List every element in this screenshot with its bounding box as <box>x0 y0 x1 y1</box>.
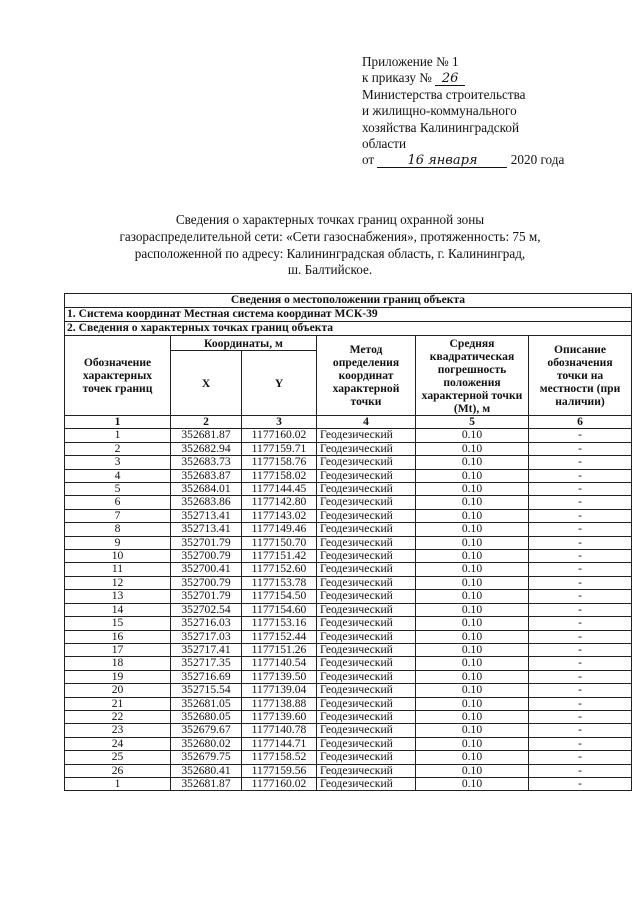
ministry-line-2: и жилищно-коммунального <box>362 103 517 119</box>
boundary-points-table <box>64 293 632 791</box>
cell-y: 1177143.02 <box>242 509 317 522</box>
cell-description: - <box>529 617 632 630</box>
order-prefix: к приказу № <box>362 70 432 86</box>
cell-y: 1177158.52 <box>242 751 317 764</box>
column-number: 5 <box>416 416 529 429</box>
cell-description: - <box>529 523 632 536</box>
cell-y: 1177154.50 <box>242 590 317 603</box>
cell-point: 23 <box>65 724 171 737</box>
cell-error: 0.10 <box>416 603 529 616</box>
cell-point: 5 <box>65 483 171 496</box>
cell-description: - <box>529 456 632 469</box>
cell-error: 0.10 <box>416 576 529 589</box>
cell-x: 352715.54 <box>171 684 242 697</box>
column-number: 3 <box>242 416 317 429</box>
table-row <box>65 590 632 603</box>
cell-error: 0.10 <box>416 536 529 549</box>
cell-error: 0.10 <box>416 710 529 723</box>
cell-description: - <box>529 483 632 496</box>
cell-y: 1177159.56 <box>242 764 317 777</box>
appendix-block <box>362 54 632 169</box>
cell-point: 24 <box>65 737 171 750</box>
cell-point: 6 <box>65 496 171 509</box>
table-row <box>65 630 632 643</box>
table-row <box>65 670 632 683</box>
cell-point: 3 <box>65 456 171 469</box>
cell-method: Геодезический <box>317 657 416 670</box>
order-line <box>362 70 632 86</box>
date-year: 2020 года <box>510 152 565 168</box>
cell-x: 352681.05 <box>171 697 242 710</box>
cell-error: 0.10 <box>416 483 529 496</box>
cell-x: 352700.41 <box>171 563 242 576</box>
table-row <box>65 550 632 563</box>
cell-method: Геодезический <box>317 737 416 750</box>
cell-y: 1177154.60 <box>242 603 317 616</box>
table-row <box>65 563 632 576</box>
cell-method: Геодезический <box>317 630 416 643</box>
cell-method: Геодезический <box>317 536 416 549</box>
cell-description: - <box>529 496 632 509</box>
table-row <box>65 737 632 750</box>
column-numbers-row <box>65 416 632 429</box>
cell-y: 1177149.46 <box>242 523 317 536</box>
cell-y: 1177138.88 <box>242 697 317 710</box>
header-y: Y <box>242 351 317 416</box>
table-row <box>65 576 632 589</box>
cell-method: Геодезический <box>317 751 416 764</box>
table-row <box>65 684 632 697</box>
header-x: X <box>171 351 242 416</box>
cell-method: Геодезический <box>317 603 416 616</box>
cell-y: 1177150.70 <box>242 536 317 549</box>
cell-y: 1177140.54 <box>242 657 317 670</box>
cell-x: 352717.35 <box>171 657 242 670</box>
cell-method: Геодезический <box>317 697 416 710</box>
cell-point: 20 <box>65 684 171 697</box>
header-point: Обозначение характерных точек границ <box>65 336 171 416</box>
cell-method: Геодезический <box>317 563 416 576</box>
cell-point: 1 <box>65 777 171 790</box>
table-row <box>65 764 632 777</box>
cell-description: - <box>529 429 632 442</box>
cell-x: 352682.94 <box>171 442 242 455</box>
cell-description: - <box>529 710 632 723</box>
cell-description: - <box>529 724 632 737</box>
cell-x: 352702.54 <box>171 603 242 616</box>
cell-error: 0.10 <box>416 630 529 643</box>
cell-point: 4 <box>65 469 171 482</box>
cell-point: 25 <box>65 751 171 764</box>
cell-x: 352717.41 <box>171 643 242 656</box>
cell-y: 1177144.71 <box>242 737 317 750</box>
cell-method: Геодезический <box>317 590 416 603</box>
cell-error: 0.10 <box>416 643 529 656</box>
header-coordinates: Координаты, м <box>171 336 317 351</box>
cell-point: 11 <box>65 563 171 576</box>
cell-y: 1177139.04 <box>242 684 317 697</box>
cell-error: 0.10 <box>416 617 529 630</box>
header-error: Средняя квадратическая погрешность положения характерной точки (Мt), м <box>416 336 529 416</box>
cell-method: Геодезический <box>317 764 416 777</box>
appendix-title: Приложение № 1 <box>362 54 459 69</box>
cell-method: Геодезический <box>317 724 416 737</box>
title-line-3: расположенной по адресу: Калининградская область, г. Калининград, <box>134 245 526 261</box>
cell-method: Геодезический <box>317 469 416 482</box>
table-row <box>65 536 632 549</box>
table-row <box>65 710 632 723</box>
cell-description: - <box>529 563 632 576</box>
cell-error: 0.10 <box>416 724 529 737</box>
cell-error: 0.10 <box>416 429 529 442</box>
cell-y: 1177158.76 <box>242 456 317 469</box>
cell-method: Геодезический <box>317 617 416 630</box>
cell-x: 352700.79 <box>171 576 242 589</box>
cell-point: 19 <box>65 670 171 683</box>
table-row <box>65 442 632 455</box>
cell-point: 12 <box>65 576 171 589</box>
cell-y: 1177139.60 <box>242 710 317 723</box>
cell-error: 0.10 <box>416 469 529 482</box>
cell-method: Геодезический <box>317 523 416 536</box>
cell-method: Геодезический <box>317 442 416 455</box>
cell-method: Геодезический <box>317 483 416 496</box>
table-row <box>65 469 632 482</box>
column-number: 4 <box>317 416 416 429</box>
cell-point: 8 <box>65 523 171 536</box>
cell-description: - <box>529 442 632 455</box>
table-row <box>65 509 632 522</box>
cell-description: - <box>529 550 632 563</box>
date-prefix: от <box>362 152 375 168</box>
cell-x: 352701.79 <box>171 590 242 603</box>
cell-y: 1177151.42 <box>242 550 317 563</box>
ministry-line-1: Министерства строительства <box>362 86 526 102</box>
cell-x: 352701.79 <box>171 536 242 549</box>
cell-error: 0.10 <box>416 442 529 455</box>
cell-method: Геодезический <box>317 550 416 563</box>
cell-description: - <box>529 590 632 603</box>
cell-method: Геодезический <box>317 429 416 442</box>
date-handwritten: 16 января <box>377 154 507 168</box>
cell-error: 0.10 <box>416 670 529 683</box>
cell-x: 352683.87 <box>171 469 242 482</box>
table-row <box>65 483 632 496</box>
cell-description: - <box>529 751 632 764</box>
cell-error: 0.10 <box>416 550 529 563</box>
cell-x: 352713.41 <box>171 523 242 536</box>
table-row <box>65 603 632 616</box>
column-number: 6 <box>529 416 632 429</box>
cell-description: - <box>529 777 632 790</box>
cell-point: 13 <box>65 590 171 603</box>
cell-error: 0.10 <box>416 751 529 764</box>
table-row <box>65 697 632 710</box>
cell-point: 21 <box>65 697 171 710</box>
cell-y: 1177140.78 <box>242 724 317 737</box>
table-caption: Сведения о местоположении границ объекта <box>65 294 632 308</box>
cell-x: 352683.73 <box>171 456 242 469</box>
cell-y: 1177152.60 <box>242 563 317 576</box>
cell-x: 352680.05 <box>171 710 242 723</box>
cell-x: 352680.02 <box>171 737 242 750</box>
cell-point: 18 <box>65 657 171 670</box>
cell-x: 352679.75 <box>171 751 242 764</box>
cell-point: 26 <box>65 764 171 777</box>
cell-point: 7 <box>65 509 171 522</box>
cell-point: 2 <box>65 442 171 455</box>
section-coordinate-system: 1. Система координат Местная система координат МСК-39 <box>65 308 632 322</box>
table-row <box>65 429 632 442</box>
cell-error: 0.10 <box>416 697 529 710</box>
cell-y: 1177159.71 <box>242 442 317 455</box>
cell-x: 352717.03 <box>171 630 242 643</box>
table-row <box>65 724 632 737</box>
cell-y: 1177160.02 <box>242 777 317 790</box>
cell-point: 15 <box>65 617 171 630</box>
ministry-line-4: области <box>362 136 407 152</box>
cell-point: 1 <box>65 429 171 442</box>
cell-method: Геодезический <box>317 576 416 589</box>
column-number: 2 <box>171 416 242 429</box>
cell-error: 0.10 <box>416 509 529 522</box>
cell-x: 352716.03 <box>171 617 242 630</box>
cell-description: - <box>529 536 632 549</box>
cell-description: - <box>529 630 632 643</box>
cell-point: 16 <box>65 630 171 643</box>
document-title <box>60 212 600 279</box>
cell-y: 1177153.78 <box>242 576 317 589</box>
cell-error: 0.10 <box>416 523 529 536</box>
cell-y: 1177144.45 <box>242 483 317 496</box>
cell-x: 352679.67 <box>171 724 242 737</box>
cell-method: Геодезический <box>317 643 416 656</box>
table-row <box>65 643 632 656</box>
cell-method: Геодезический <box>317 509 416 522</box>
cell-error: 0.10 <box>416 684 529 697</box>
table-row <box>65 496 632 509</box>
cell-description: - <box>529 764 632 777</box>
cell-x: 352684.01 <box>171 483 242 496</box>
table-row <box>65 456 632 469</box>
cell-description: - <box>529 509 632 522</box>
cell-y: 1177142.80 <box>242 496 317 509</box>
cell-description: - <box>529 670 632 683</box>
header-description: Описание обозначения точки на местности (при наличии) <box>529 336 632 416</box>
cell-error: 0.10 <box>416 737 529 750</box>
cell-point: 14 <box>65 603 171 616</box>
cell-y: 1177151.26 <box>242 643 317 656</box>
cell-x: 352716.69 <box>171 670 242 683</box>
cell-error: 0.10 <box>416 456 529 469</box>
cell-point: 10 <box>65 550 171 563</box>
cell-y: 1177152.44 <box>242 630 317 643</box>
cell-method: Геодезический <box>317 777 416 790</box>
cell-description: - <box>529 643 632 656</box>
table-row <box>65 617 632 630</box>
column-number: 1 <box>65 416 171 429</box>
cell-point: 17 <box>65 643 171 656</box>
ministry-line-3: хозяйства Калининградской <box>362 119 520 135</box>
cell-x: 352681.87 <box>171 777 242 790</box>
cell-x: 352681.87 <box>171 429 242 442</box>
section-points: 2. Сведения о характерных точках границ объекта <box>65 322 632 336</box>
date-line <box>362 152 632 168</box>
cell-x: 352700.79 <box>171 550 242 563</box>
cell-method: Геодезический <box>317 710 416 723</box>
cell-method: Геодезический <box>317 496 416 509</box>
order-number-handwritten: 26 <box>435 72 465 86</box>
cell-method: Геодезический <box>317 670 416 683</box>
table-row <box>65 777 632 790</box>
cell-x: 352713.41 <box>171 509 242 522</box>
title-line-2: газораспределительной сети: «Сети газоснабжения», протяженность: 75 м, <box>119 228 541 244</box>
title-line-1: Сведения о характерных точках границ охранной зоны <box>175 212 485 227</box>
cell-point: 9 <box>65 536 171 549</box>
cell-y: 1177139.50 <box>242 670 317 683</box>
cell-point: 22 <box>65 710 171 723</box>
cell-description: - <box>529 684 632 697</box>
cell-method: Геодезический <box>317 684 416 697</box>
cell-error: 0.10 <box>416 657 529 670</box>
title-line-4: ш. Балтийское. <box>287 262 373 278</box>
cell-y: 1177153.16 <box>242 617 317 630</box>
cell-error: 0.10 <box>416 496 529 509</box>
header-method: Метод определения координат характерной точки <box>317 336 416 416</box>
cell-description: - <box>529 603 632 616</box>
cell-method: Геодезический <box>317 456 416 469</box>
cell-description: - <box>529 737 632 750</box>
cell-error: 0.10 <box>416 764 529 777</box>
cell-x: 352680.41 <box>171 764 242 777</box>
cell-description: - <box>529 469 632 482</box>
cell-x: 352683.86 <box>171 496 242 509</box>
cell-description: - <box>529 697 632 710</box>
cell-error: 0.10 <box>416 777 529 790</box>
cell-error: 0.10 <box>416 563 529 576</box>
table-row <box>65 523 632 536</box>
table-row <box>65 751 632 764</box>
cell-y: 1177160.02 <box>242 429 317 442</box>
cell-description: - <box>529 576 632 589</box>
cell-error: 0.10 <box>416 590 529 603</box>
table-row <box>65 657 632 670</box>
cell-description: - <box>529 657 632 670</box>
cell-y: 1177158.02 <box>242 469 317 482</box>
